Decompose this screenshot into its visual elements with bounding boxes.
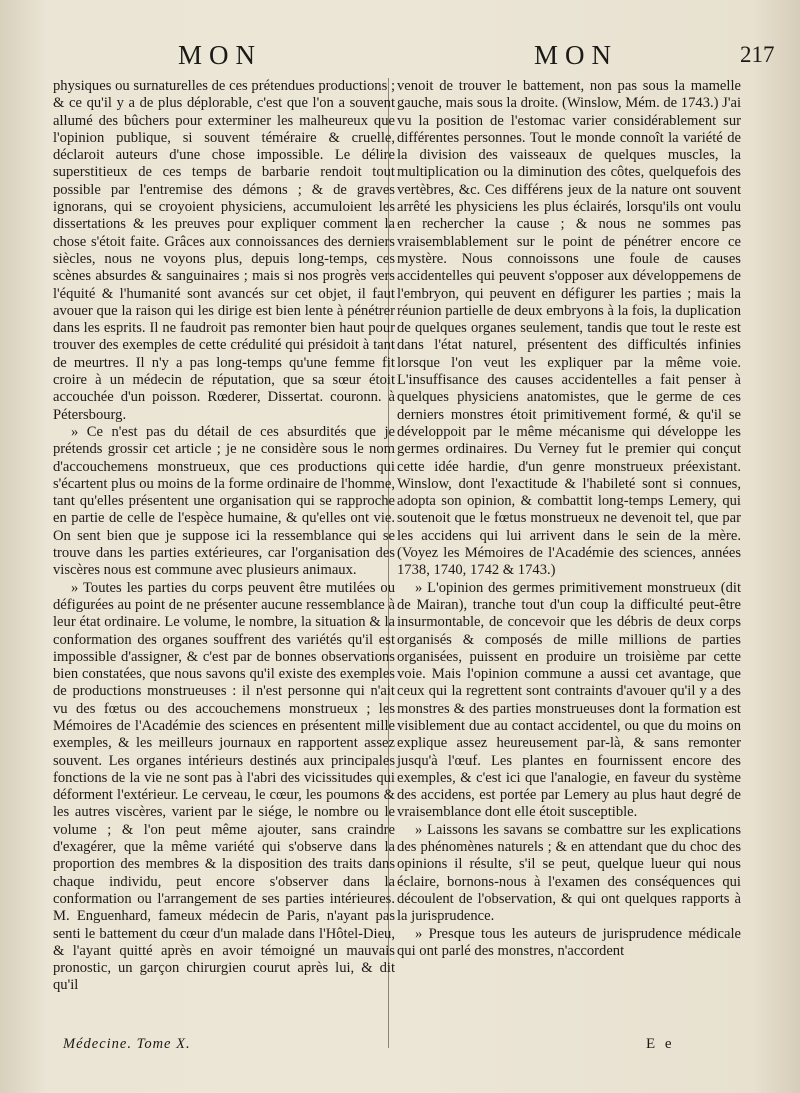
running-title-right: MON (534, 40, 619, 70)
paragraph: » L'opinion des germes primitivement monstrueux (dit de Mairan), tranche tout d'un coup la difficulté peut-être insurmontable, de concevoir que les débris de deux corps organisés & composés de mille millions de parties organisées, puissent en produire un troisième par cette voie. Mais l'opinion commune a aussi cet avantage, que ceux qui la regrettent sont contraints d'avouer qu'il y a des monstres & des parties monstrueuses dont la formation est visiblement due au contact accidentel, ou que du moins on explique assez heureusement par-là, & sans remonter jusqu'à l'œuf. Les plantes en fournissent encore des exemples, & c'est ici que l'analogie, en faveur du système des accidens, est portée par Lemery au plus haut degré de vraisemblance dont elle étoit susceptible. (397, 579, 741, 821)
running-title-left: MON (178, 40, 263, 70)
paragraph: » Presque tous les auteurs de jurisprudence médicale qui ont parlé des monstres, n'accordent (397, 925, 741, 959)
paragraph: physiques ou surnaturelles de ces prétendues productions ; & ce qu'il y a de plus déplorable, c'est que l'on a souvent allumé des bûchers pour exterminer les malheureux que l'opinion publique, si souvent téméraire & cruelle, déclaroit auteurs d'une chose impossible. Le délire superstitieux de ces temps de barbarie rendoit tout possible par l'entremise des démons ; & de graves ignorans, qui se croyoient physiciens, accumuloient les dissertations & les preuves pour expliquer comment la chose s'étoit faite. Grâces aux connoissances des derniers siècles, nous ne voyons plus, depuis long-temps, ces scènes absurdes & sanguinaires ; mais si nos progrès vers l'équité & l'humanité sont avancés sur cet objet, il faut avouer que la raison qui les dirige est bien lente à pénétrer dans les esprits. Il ne faudroit pas remonter bien haut pour trouver des exemples de cette crédulité qui présidoit à tant de meurtres. Il n'y a pas long-temps qu'une femme fit croire à un médecin de réputation, que sa sœur étoit accouchée d'un poisson. Rœderer, Dissertat. couronn. à Pétersbourg. (53, 78, 395, 423)
left-column (53, 78, 395, 995)
running-header (50, 40, 775, 74)
paragraph: venoit de trouver le battement, non pas sous la mamelle gauche, mais sous la droite. (Winslow, Mém. de 1743.) J'ai vu la position de l'estomac varier considérablement sur différentes personnes. Tout le monde connoît la variété de la division des vaisseaux de quelques muscles, la multiplication ou la diminution des côtes, quelquefois des vertèbres, &c. Ces différens jeux de la nature ont souvent arrêté les physiciens les plus éclairés, lorsqu'ils ont voulu en rechercher la cause ; & nous ne sommes pas vraisemblablement sur le point de pénétrer encore ce mystère. Nous connoissons une foule de causes accidentelles qui peuvent s'opposer aux développemens de l'embryon, qui peuvent en défigurer les parties ; mais la réunion partielle de deux embryons à la fois, la duplication de quelques organes seulement, tandis que tout le reste est dans l'état naturel, présentent des difficultés infinies lorsque l'on veut les expliquer par la même voie. L'insuffisance des causes accidentelles a fait penser à quelques physiciens anatomistes, que le germe de ces derniers monstres étoit primitivement formé, & qu'il se développoit par le même mécanisme qui développe les germes ordinaires. Du Verney fut le premier qui conçut cette idée hardie, d'un genre monstrueux préexistant. Winslow, dont l'exactitude & l'habileté sont si connues, adopta son opinion, & combattit long-temps Lemery, qui soutenoit que le fœtus monstrueux ne devenoit tel, que par les accidens qui lui arrivent dans le sein de la mère. (Voyez les Mémoires de l'Académie des sciences, années 1738, 1740, 1742 & 1743.) (397, 78, 741, 579)
catchword: E e (646, 1036, 675, 1052)
page-number: 217 (740, 42, 775, 67)
paragraph: » Toutes les parties du corps peuvent être mutilées ou défigurées au point de ne présenter aucune ressemblance à leur état ordinaire. Le volume, le nombre, la situation & la conformation des organes souffrent des variétés qu'il est impossible d'assigner, & c'est par de bonnes observations bien constatées, que nous savons qu'il existe des exemples de productions monstrueuses : il n'est personne qui n'ait vu des fœtus ou des accouchemens monstrueux ; les Mémoires de l'Académie des sciences en présentent mille exemples, & les meilleurs journaux en rapportent assez souvent. Les organes intérieurs destinés aux principales fonctions de la vie ne sont pas à l'abri des vicissitudes qui déforment l'extérieur. Le cerveau, le cœur, les poumons & les autres viscères, varient par le siége, le nombre ou le volume ; & l'on peut même ajouter, sans craindre d'exagérer, que la même variété qui s'observe dans la proportion des membres & la disposition des traits dans chaque individu, peut encore s'observer dans la conformation ou l'arrangement de ses parties intérieures. M. Enguenhard, fameux médecin de Paris, n'ayant pas senti le battement du cœur d'un malade dans l'Hôtel-Dieu, & l'ayant quitté après en avoir témoigné un mauvais pronostic, un garçon chirurgien courut après lui, & dit qu'il (53, 579, 395, 994)
paragraph: » Laissons les savans se combattre sur les explications des phénomènes naturels ; & en attendant que du choc des opinions il résulte, s'il se peut, quelque lueur qui nous éclaire, bornons-nous à l'examen des conséquences qui découlent de l'observation, & qui ont quelques rapports à la jurisprudence. (397, 821, 741, 925)
paragraph: » Ce n'est pas du détail de ces absurdités que je prétends grossir cet article ; je ne considère sous le nom d'accouchemens monstrueux, que ces productions qui s'écartent plus ou moins de la forme ordinaire de l'homme, tant qu'elles présentent une organisation qui se rapproche en partie de celle de l'espèce humaine, & qu'elles ont vie. On sent bien que je suppose ici la ressemblance qui se trouve dans les parties extérieures, car l'organisation des viscères nous est commune avec plusieurs animaux. (53, 423, 395, 579)
signature-mark: Médecine. Tome X. (63, 1036, 191, 1052)
right-column (397, 78, 741, 960)
